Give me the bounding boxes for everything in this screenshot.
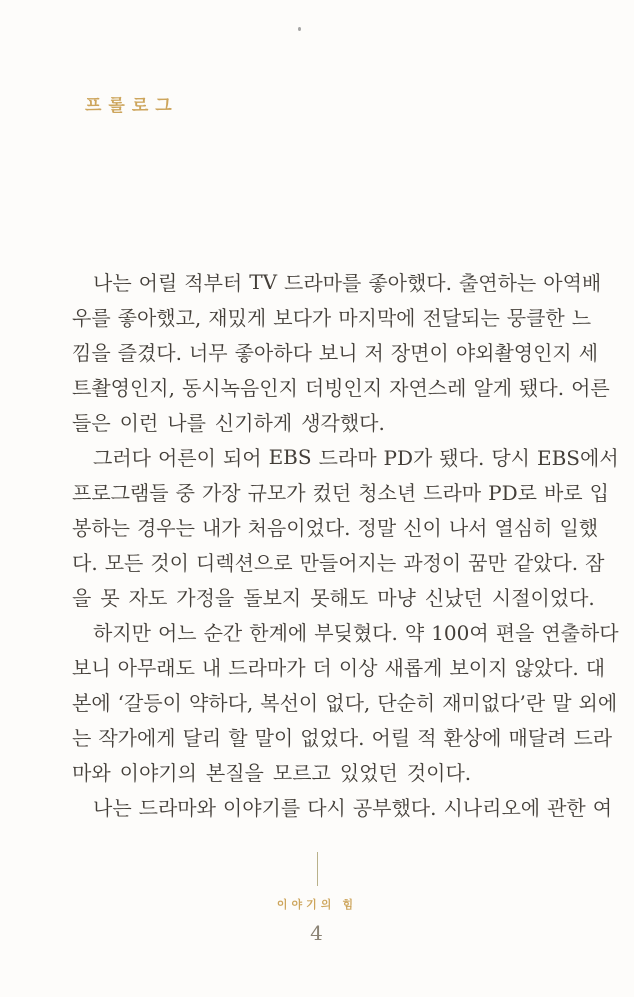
body-word: 외에 <box>578 691 618 715</box>
body-word: 본에 <box>72 691 111 715</box>
body-word: 좋아하다 <box>234 341 312 365</box>
scan-dust-speck <box>298 27 301 31</box>
body-word: 한계에 <box>249 621 308 645</box>
body-word: 공부했다. <box>352 796 437 820</box>
body-word: 동시녹음인지 <box>181 376 298 400</box>
body-word: 단순히 <box>377 691 436 715</box>
body-text-line <box>72 649 606 684</box>
body-text-line <box>72 719 613 754</box>
body-word: 말 <box>552 691 572 715</box>
body-word: 어느 <box>157 621 197 645</box>
body-word: 바로 <box>543 481 583 505</box>
body-word: 컸던 <box>312 481 352 505</box>
body-word: 보이지 <box>449 656 508 680</box>
body-word: 약하다, <box>188 691 254 715</box>
body-word: 전달되는 <box>422 306 500 330</box>
body-word: 없었다. <box>300 726 365 750</box>
body-word: 디렉션으로 <box>195 551 293 575</box>
body-word: 일했 <box>559 516 599 540</box>
body-word: 다시 <box>307 796 346 820</box>
body-word: 어른 <box>571 376 610 400</box>
prologue-heading: 프롤로그 <box>85 96 179 115</box>
body-word: 적부터 <box>184 271 243 295</box>
body-text-line <box>72 299 592 334</box>
body-word: 나는 <box>93 796 132 820</box>
body-word: 출연하는 <box>458 271 537 295</box>
body-word: 시절이었다. <box>491 586 595 610</box>
body-word: 100여 <box>431 621 489 645</box>
body-word: 정말 <box>357 516 397 540</box>
body-word: 신났던 <box>424 586 483 610</box>
body-text-line <box>72 614 619 649</box>
body-word: 저 <box>364 341 384 365</box>
body-word: 내가 <box>201 516 241 540</box>
body-word: 자연스레 <box>389 376 467 400</box>
body-word: 자도 <box>128 586 168 610</box>
body-text-line <box>72 264 602 299</box>
body-word: 모든 <box>104 551 144 575</box>
body-word: 생각했다. <box>301 411 385 435</box>
body-word: 아역배 <box>543 271 602 295</box>
body-text-line <box>72 789 613 824</box>
body-word: 드라마가 <box>228 656 306 680</box>
body-text <box>72 264 619 824</box>
body-word: 아무래도 <box>117 656 195 680</box>
body-text-line <box>72 754 565 789</box>
body-word: 열심히 <box>494 516 553 540</box>
body-word: 드라 <box>573 726 613 750</box>
page-footer <box>0 852 634 945</box>
body-word: PD로 <box>488 481 537 505</box>
body-word: 대 <box>585 656 606 680</box>
body-word: EBS <box>268 444 312 469</box>
body-word: 당시 <box>491 446 530 470</box>
body-text-line <box>72 544 605 579</box>
body-word: 이야기를 <box>222 796 301 820</box>
body-word: 중 <box>175 481 195 505</box>
body-word: 편을 <box>495 621 535 645</box>
body-word: 순간 <box>203 621 243 645</box>
body-word: 더빙인지 <box>304 376 383 400</box>
body-word: 꿈만 <box>468 551 507 575</box>
body-word: 마지막에 <box>338 306 416 330</box>
body-text-line <box>72 404 565 439</box>
body-word: 그러다 <box>93 446 151 470</box>
body-word: 작가에게 <box>98 726 176 750</box>
body-word: EBS에서 <box>537 446 619 470</box>
body-word: 부딪혔다. <box>314 621 398 645</box>
body-word: 보니 <box>318 341 358 365</box>
body-word: 여 <box>592 796 613 820</box>
body-word: 연출하다 <box>541 621 619 645</box>
body-word: 프로그램들 <box>72 481 169 505</box>
body-word: 경우는 <box>136 516 195 540</box>
footer-divider-line <box>317 852 318 886</box>
body-word: TV <box>249 269 278 294</box>
body-text-line <box>72 509 599 544</box>
body-word: 가정을 <box>176 586 235 610</box>
body-text-line <box>72 579 595 614</box>
body-word: 더 <box>312 656 332 680</box>
body-word: 새롭게 <box>384 656 443 680</box>
body-word: 청소년 <box>358 481 417 505</box>
body-word: 관한 <box>547 796 586 820</box>
footer-book-title: 이야기의 힘 <box>276 899 358 911</box>
body-word: 마냥 <box>377 586 416 610</box>
body-text-line <box>72 439 619 474</box>
body-word: 환상에 <box>443 726 502 750</box>
body-word: 들은 <box>72 411 111 435</box>
body-text-line <box>72 369 610 404</box>
body-word: 드라마 <box>423 481 482 505</box>
body-word: 처음이었다. <box>247 516 351 540</box>
body-word: 보니 <box>72 656 111 680</box>
body-word: 을 <box>72 586 92 610</box>
body-word: 봉하는 <box>72 516 130 540</box>
body-word: 우를 <box>72 306 111 330</box>
body-word: 이런 <box>119 411 159 435</box>
body-word: 낌을 <box>72 341 111 365</box>
body-word: 과정이 <box>403 551 462 575</box>
body-text-line <box>72 334 599 369</box>
body-word: 입 <box>589 481 609 505</box>
body-word: 모르고 <box>272 761 331 785</box>
body-text-line <box>72 684 618 719</box>
body-word: 신이 <box>403 516 442 540</box>
body-word: 가장 <box>201 481 241 505</box>
body-word: 규모가 <box>247 481 306 505</box>
body-word: 즐겼다. <box>117 341 182 365</box>
body-word: 어릴 <box>371 726 411 750</box>
body-word: 좋아했고, <box>117 306 202 330</box>
body-word: 알게 <box>473 376 513 400</box>
body-word: 드라마 <box>318 446 377 470</box>
body-word: 것이다. <box>406 761 472 785</box>
body-word: 나를 <box>167 411 206 435</box>
body-word: 세 <box>578 341 599 365</box>
body-word: 약 <box>404 621 425 645</box>
body-word: 드라마와 <box>138 796 216 820</box>
body-word: 나는 <box>93 271 132 295</box>
body-word: 어릴 <box>138 271 178 295</box>
body-word: 복선이 <box>260 691 319 715</box>
body-word: 는 <box>72 726 92 750</box>
body-word: 장면이 <box>390 341 449 365</box>
body-word: 뭉클한 <box>506 306 565 330</box>
body-word: 못해도 <box>310 586 369 610</box>
body-word: 본질을 <box>205 761 264 785</box>
body-word: 되어 <box>222 446 262 470</box>
body-word: 재밌게 <box>208 306 267 330</box>
body-word: 나서 <box>448 516 488 540</box>
body-word: 보다가 <box>273 306 332 330</box>
body-word: 어른이 <box>157 446 216 470</box>
body-word: 됐다. <box>439 446 485 470</box>
body-word: 이상 <box>338 656 378 680</box>
body-word: 잠 <box>585 551 605 575</box>
body-word: 내 <box>201 656 222 680</box>
body-word: 할 <box>228 726 248 750</box>
body-word: 야외촬영인지 <box>455 341 572 365</box>
body-word: 것이 <box>150 551 189 575</box>
body-word: 말이 <box>254 726 294 750</box>
body-word: 느 <box>571 306 592 330</box>
body-word: 드라마를 <box>284 271 362 295</box>
body-word: 하지만 <box>93 621 151 645</box>
body-text-line <box>72 474 609 509</box>
body-word: 신기하게 <box>214 411 293 435</box>
body-word: 없다, <box>325 691 371 715</box>
body-word: 마와 <box>72 761 111 785</box>
body-word: 됐다. <box>519 376 565 400</box>
body-word: 만들어지는 <box>299 551 397 575</box>
body-word: 이야기의 <box>119 761 197 785</box>
body-word: 시나리오에 <box>443 796 541 820</box>
body-word: 좋아했다. <box>368 271 452 295</box>
body-word: ‘갈등이 <box>117 691 182 715</box>
footer-page-number: 4 <box>310 921 324 945</box>
body-word: PD가 <box>383 446 433 470</box>
body-word: 같았다. <box>513 551 579 575</box>
body-word: 돌보지 <box>243 586 302 610</box>
body-word: 적 <box>417 726 437 750</box>
body-word: 않았다. <box>514 656 579 680</box>
body-word: 재미없다’란 <box>442 691 546 715</box>
body-word: 다. <box>72 551 98 575</box>
body-word: 트촬영인지, <box>72 376 175 400</box>
body-word: 달리 <box>182 726 222 750</box>
body-word: 매달려 <box>508 726 567 750</box>
body-word: 너무 <box>188 341 228 365</box>
body-word: 있었던 <box>339 761 398 785</box>
body-word: 못 <box>100 586 120 610</box>
